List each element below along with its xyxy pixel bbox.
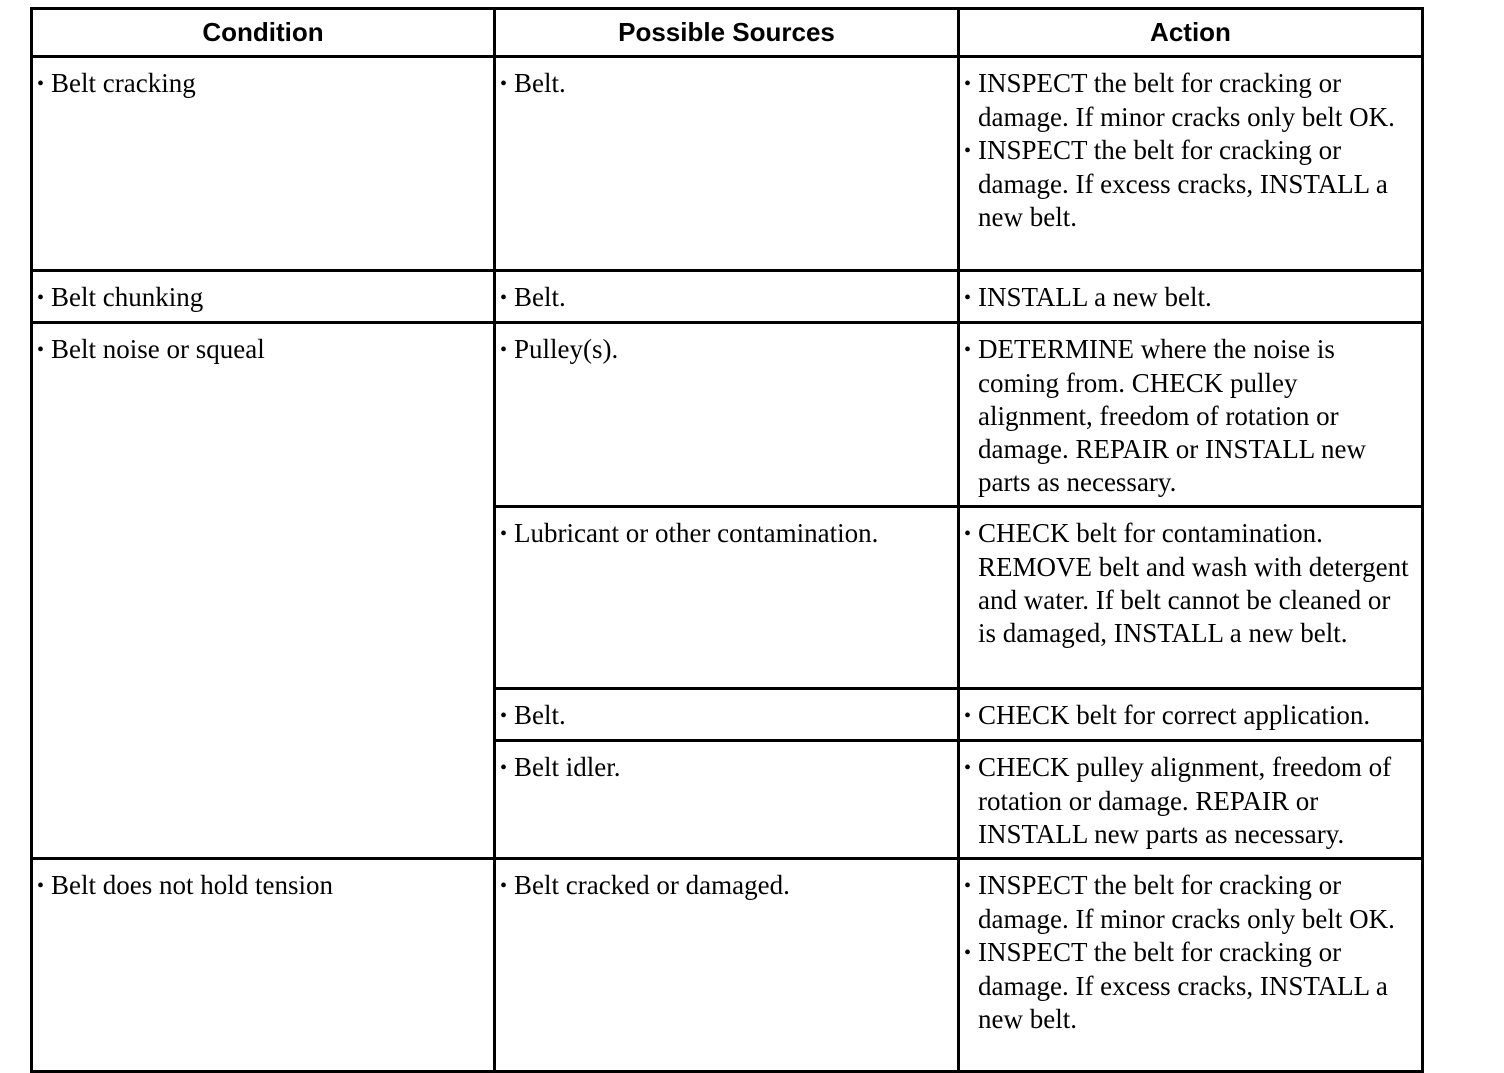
source-text: Belt idler. [514,752,621,782]
source-text: Belt. [514,700,566,730]
header-row [32,9,1423,57]
bullet-icon: • [37,875,45,897]
condition-text: Belt noise or squeal [51,334,265,364]
bullet-icon: • [964,523,972,545]
bullet-icon: • [964,287,972,309]
bullet-icon: • [500,705,508,727]
bullet-icon: • [500,523,508,545]
action-item [964,751,1413,851]
condition-item [37,869,485,903]
action-text: CHECK pulley alignment, freedom of rotation or damage. REPAIR or INSTALL new parts as necessary. [978,752,1392,849]
bullet-icon: • [964,339,972,361]
source-text: Lubricant or other contamination. [514,518,879,548]
condition-cell [32,57,495,271]
bullet-icon: • [964,757,972,779]
source-item [500,699,949,733]
table-row [32,859,1423,1072]
bullet-icon: • [964,140,972,162]
condition-cell [32,859,495,1072]
action-item [964,67,1413,134]
source-cell [495,741,959,859]
action-cell [959,323,1423,507]
action-item [964,869,1413,936]
source-cell [495,859,959,1072]
action-text: INSPECT the belt for cracking or damage. If excess cracks, INSTALL a new belt. [978,135,1388,232]
action-item [964,699,1413,733]
bullet-icon: • [964,875,972,897]
action-item [964,134,1413,234]
action-item [964,517,1413,650]
action-text: INSPECT the belt for cracking or damage. If minor cracks only belt OK. [978,870,1395,934]
action-text: INSPECT the belt for cracking or damage. If minor cracks only belt OK. [978,68,1395,132]
condition-item [37,281,485,315]
source-cell [495,689,959,741]
source-item [500,67,949,101]
condition-item [37,67,485,101]
source-item [500,869,949,903]
table-row [32,57,1423,271]
action-text: INSTALL a new belt. [978,282,1212,312]
action-item [964,333,1413,499]
source-cell [495,57,959,271]
bullet-icon: • [964,942,972,964]
bullet-icon: • [37,73,45,95]
source-cell [495,271,959,323]
action-item [964,281,1413,315]
action-cell [959,689,1423,741]
condition-text: Belt cracking [51,68,196,98]
action-cell [959,507,1423,689]
bullet-icon: • [964,705,972,727]
bullet-icon: • [964,73,972,95]
bullet-icon: • [37,287,45,309]
header-possible-sources: Possible Sources [495,9,959,57]
bullet-icon: • [500,73,508,95]
source-text: Belt. [514,282,566,312]
action-text: CHECK belt for correct application. [978,700,1371,730]
bullet-icon: • [500,339,508,361]
header-action: Action [959,9,1423,57]
action-text: DETERMINE where the noise is coming from. CHECK pulley alignment, freedom of rotation or damage. REPAIR or INSTALL new parts as necessary. [978,334,1367,497]
action-text: CHECK belt for contamination. REMOVE belt and wash with detergent and water. If belt cannot be cleaned or is damaged, INSTALL a new belt. [978,518,1409,648]
condition-cell [32,271,495,323]
action-cell [959,741,1423,859]
condition-text: Belt chunking [51,282,204,312]
action-cell [959,57,1423,271]
bullet-icon: • [500,875,508,897]
bullet-icon: • [500,757,508,779]
source-text: Belt. [514,68,566,98]
source-item [500,517,949,551]
action-text: INSPECT the belt for cracking or damage. If excess cracks, INSTALL a new belt. [978,937,1388,1034]
table-row [32,271,1423,323]
bullet-icon: • [37,339,45,361]
condition-item [37,333,485,367]
source-item [500,333,949,367]
source-item [500,751,949,785]
bullet-icon: • [500,287,508,309]
source-cell [495,507,959,689]
source-text: Belt cracked or damaged. [514,870,790,900]
action-cell [959,859,1423,1072]
action-cell [959,271,1423,323]
action-item [964,936,1413,1036]
condition-cell [32,323,495,859]
condition-text: Belt does not hold tension [51,870,333,900]
source-cell [495,323,959,507]
header-condition: Condition [32,9,495,57]
source-item [500,281,949,315]
source-text: Pulley(s). [514,334,619,364]
diagnosis-table [30,7,1424,1073]
table-row [32,323,1423,507]
